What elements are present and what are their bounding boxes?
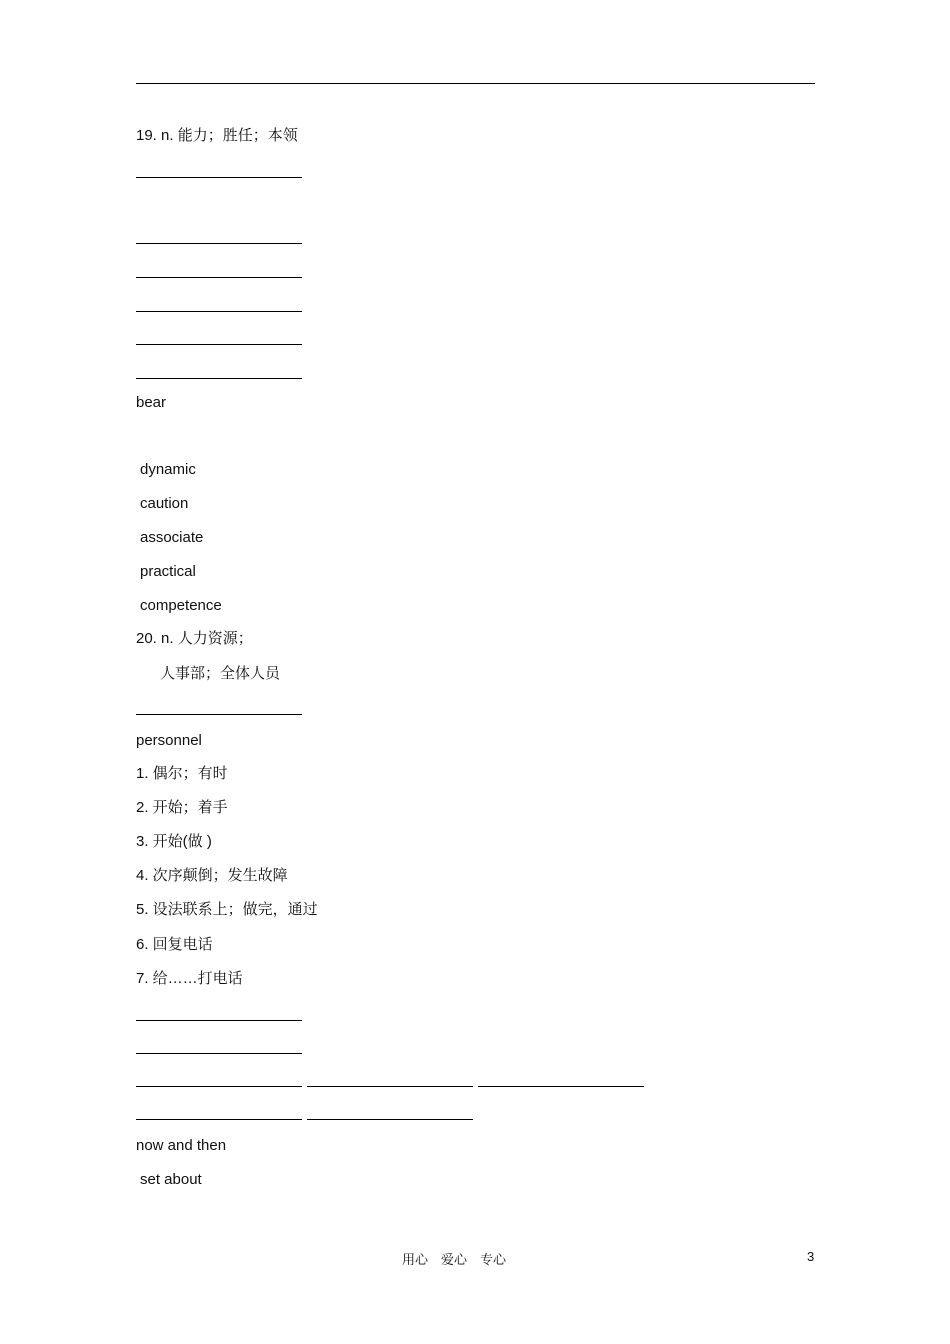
answer-blank — [136, 1086, 302, 1087]
answer-caution: caution — [140, 495, 189, 512]
answer-blank — [307, 1086, 473, 1087]
answer-bear: bear — [136, 394, 167, 411]
phrase-6: 6. 回复电话 — [136, 936, 213, 953]
answer-blank — [136, 714, 302, 715]
answer-blank — [136, 177, 302, 178]
answer-blank — [136, 344, 302, 345]
answer-blank — [136, 243, 302, 244]
page-number: 3 — [807, 1249, 815, 1264]
phrase-4: 4. 次序颠倒；发生故障 — [136, 867, 288, 884]
answer-practical: practical — [140, 563, 196, 580]
answer-blank — [136, 1119, 302, 1120]
answer-blank — [307, 1119, 473, 1120]
answer-competence: competence — [140, 597, 222, 614]
answer-dynamic: dynamic — [140, 461, 196, 478]
phrase-2: 2. 开始；着手 — [136, 799, 228, 816]
answer-blank — [478, 1086, 644, 1087]
answer-blank — [136, 378, 302, 379]
question-19: 19. n. 能力；胜任；本领 — [136, 127, 298, 144]
header-rule — [136, 83, 815, 84]
phrase-1: 1. 偶尔；有时 — [136, 765, 228, 782]
answer-personnel: personnel — [136, 732, 202, 749]
answer-blank — [136, 1020, 302, 1021]
footer-motto: 用心 爱心 专心 — [402, 1252, 507, 1267]
phrase-7: 7. 给……打电话 — [136, 970, 243, 987]
phrase-3: 3. 开始(做 ) — [136, 833, 212, 850]
answer-blank — [136, 311, 302, 312]
question-20: 20. n. 人力资源； — [136, 630, 253, 647]
answer-associate: associate — [140, 529, 204, 546]
phrase-5: 5. 设法联系上；做完，通过 — [136, 901, 318, 918]
answer-set-about: set about — [140, 1171, 202, 1188]
question-20-continued: 人事部；全体人员 — [160, 665, 281, 682]
answer-blank — [136, 277, 302, 278]
answer-now-and-then: now and then — [136, 1137, 227, 1154]
answer-blank — [136, 1053, 302, 1054]
